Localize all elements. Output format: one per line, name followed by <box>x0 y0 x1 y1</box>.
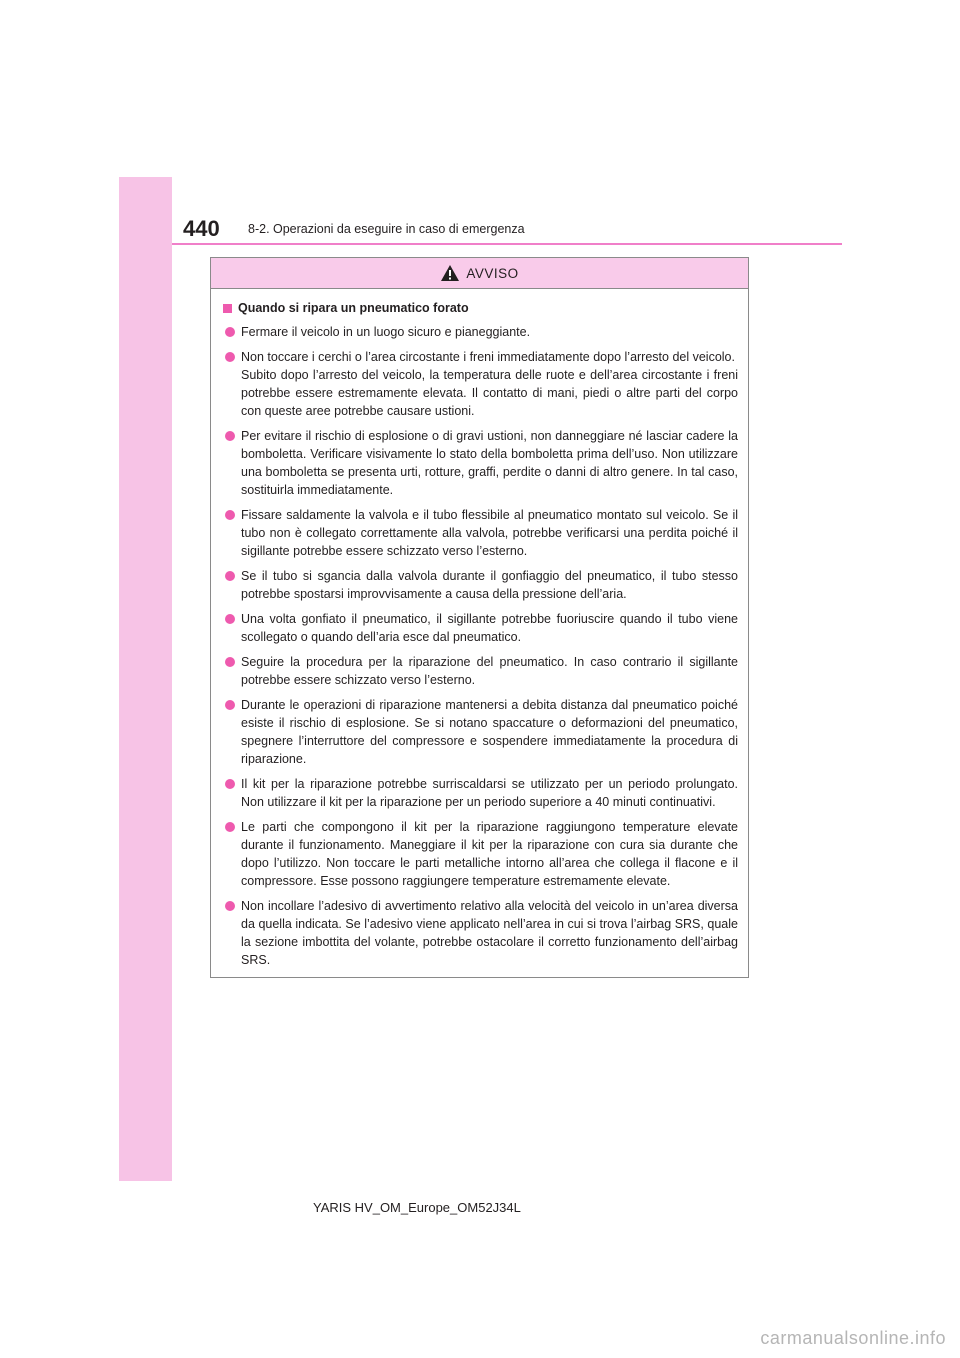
warning-item <box>223 775 738 811</box>
round-bullet-icon <box>225 327 235 337</box>
round-bullet-icon <box>225 571 235 581</box>
warning-box <box>210 257 749 978</box>
warning-item-text: Fissare saldamente la valvola e il tubo flessibile al pneumatico montato sul veicolo. Se il tubo non è collegato correttamente alla valvola, potrebbe verificarsi una perdita poiché il sigillante potrebbe essere schizzato verso l’esterno. <box>241 508 738 558</box>
warning-item-text: Non incollare l’adesivo di avvertimento relativo alla velocità del veicolo in un’area diversa da quella indicata. Se l’adesivo viene applicato nell’area in cui si trova l’airbag SRS, quale la sezione imbottita del volante, potrebbe ostacolare il corretto funzionamento dell’airbag SRS. <box>241 899 738 967</box>
manual-code: YARIS HV_OM_Europe_OM52J34L <box>313 1200 521 1215</box>
warning-topic-text: Quando si ripara un pneumatico forato <box>238 301 469 315</box>
warning-body <box>211 289 748 969</box>
warning-item <box>223 696 738 768</box>
round-bullet-icon <box>225 510 235 520</box>
warning-header <box>211 258 748 289</box>
warning-item-text: Se il tubo si sgancia dalla valvola durante il gonfiaggio del pneumatico, il tubo stesso potrebbe spostarsi improvvisamente a causa della pressione dell’aria. <box>241 569 738 601</box>
warning-item-text: Non toccare i cerchi o l’area circostante i freni immediatamente dopo l’arresto del veicolo. <box>241 350 735 364</box>
header-divider <box>172 243 842 245</box>
warning-item <box>223 653 738 689</box>
square-bullet-icon <box>223 304 232 313</box>
round-bullet-icon <box>225 779 235 789</box>
warning-item-text: Durante le operazioni di riparazione mantenersi a debita distanza dal pneumatico poiché esiste il rischio di esplosione. Se si notano spaccature o deformazioni del pneumatico, spegnere l’interruttore del compressore e sospendere immediatamente la procedura di riparazione. <box>241 698 738 766</box>
warning-triangle-icon <box>440 264 460 282</box>
warning-item <box>223 323 738 341</box>
chapter-side-tab <box>119 177 172 1181</box>
warning-item <box>223 567 738 603</box>
warning-list <box>223 323 738 969</box>
warning-item-text: Una volta gonfiato il pneumatico, il sigillante potrebbe fuoriuscire quando il tubo viene scollegato o quando dell’aria esce dal pneumatico. <box>241 612 738 644</box>
warning-item-text: Per evitare il rischio di esplosione o di gravi ustioni, non danneggiare né lasciar cadere la bomboletta. Verificare visivamente lo stato della bomboletta prima dell’uso. Non utilizzare una bomboletta se presenta urti, rotture, graffi, perdite o danni di altro genere. In tal caso, sostituirla immediatamente. <box>241 429 738 497</box>
warning-item <box>223 610 738 646</box>
round-bullet-icon <box>225 700 235 710</box>
warning-item-text: Il kit per la riparazione potrebbe surriscaldarsi se utilizzato per un periodo prolungato. Non utilizzare il kit per la riparazione per un periodo superiore a 40 minuti continuativi. <box>241 777 738 809</box>
warning-topic <box>223 301 738 315</box>
warning-item <box>223 348 738 420</box>
round-bullet-icon <box>225 352 235 362</box>
round-bullet-icon <box>225 822 235 832</box>
page-number: 440 <box>183 216 220 241</box>
warning-item-text: Fermare il veicolo in un luogo sicuro e pianeggiante. <box>241 325 531 339</box>
round-bullet-icon <box>225 431 235 441</box>
warning-item-text: Subito dopo l’arresto del veicolo, la temperatura delle ruote e dell’area circostante i freni potrebbe essere estremamente elevata. Il contatto di mani, piedi o altre parti del corpo con queste aree potrebbe causare ustioni. <box>241 368 738 418</box>
watermark: carmanualsonline.info <box>760 1328 946 1348</box>
warning-item <box>223 506 738 560</box>
section-title: 8-2. Operazioni da eseguire in caso di emergenza <box>248 222 525 236</box>
warning-item-text: Le parti che compongono il kit per la riparazione raggiungono temperature elevate durante il funzionamento. Maneggiare il kit per la riparazione con cura sia durante che dopo l’utilizzo. Non toccare le parti metalliche intorno all’area che collega il flacone e il compressore. Esse possono raggiungere temperature estremamente elevate. <box>241 820 738 888</box>
warning-item <box>223 818 738 890</box>
warning-item-text: Seguire la procedura per la riparazione del pneumatico. In caso contrario il sigillante potrebbe essere schizzato verso l’esterno. <box>241 655 738 687</box>
round-bullet-icon <box>225 657 235 667</box>
warning-item <box>223 427 738 499</box>
round-bullet-icon <box>225 901 235 911</box>
round-bullet-icon <box>225 614 235 624</box>
warning-label: AVVISO <box>466 265 519 281</box>
warning-item <box>223 897 738 969</box>
